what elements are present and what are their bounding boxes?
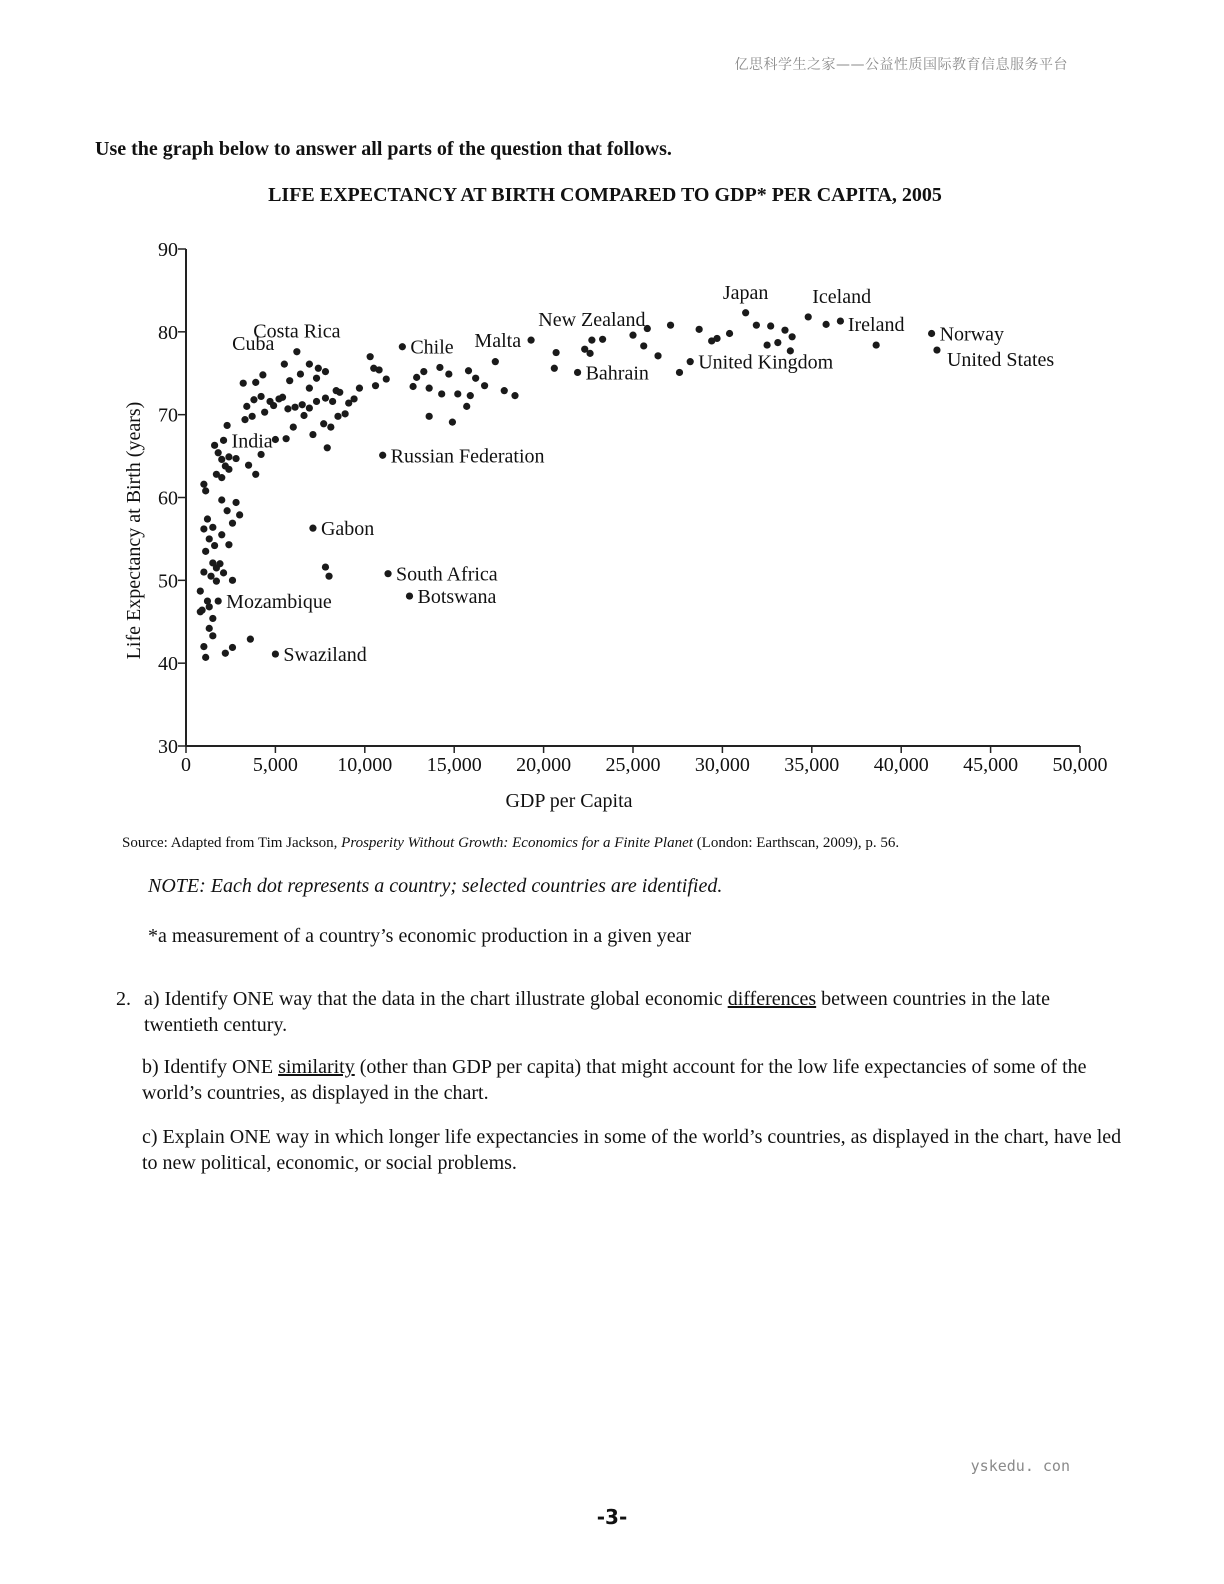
chart-note: NOTE: Each dot represents a country; selected countries are identified.	[148, 875, 723, 897]
data-point	[320, 420, 327, 427]
data-point-labeled	[272, 650, 279, 657]
data-point	[211, 542, 218, 549]
data-point	[313, 398, 320, 405]
data-point	[322, 368, 329, 375]
data-point-labeled	[281, 361, 288, 368]
country-label: India	[231, 430, 273, 453]
data-point	[501, 387, 508, 394]
data-point	[232, 455, 239, 462]
y-tick-label: 30	[158, 736, 178, 758]
data-point	[220, 569, 227, 576]
data-point	[202, 487, 209, 494]
x-tick-label: 5,000	[252, 754, 298, 776]
y-tick-label: 50	[158, 570, 178, 593]
data-point	[438, 390, 445, 397]
data-point	[243, 403, 250, 410]
question-2a	[116, 986, 1106, 1038]
data-point	[774, 339, 781, 346]
x-tick-label: 25,000	[605, 754, 661, 776]
data-point-labeled	[928, 330, 935, 337]
x-tick-label: 40,000	[873, 754, 929, 776]
source-suffix: (London: Earthscan, 2009), p. 56.	[692, 835, 900, 851]
data-point	[449, 419, 456, 426]
data-point	[553, 349, 560, 356]
data-point	[213, 578, 220, 585]
data-point	[342, 410, 349, 417]
data-point	[202, 654, 209, 661]
data-point	[224, 507, 231, 514]
data-point	[261, 409, 268, 416]
question-b-underlined: similarity	[278, 1056, 355, 1078]
data-point	[279, 394, 286, 401]
data-point	[413, 374, 420, 381]
data-point	[270, 402, 277, 409]
bottom-watermark: yskedu. con	[970, 1457, 1070, 1475]
intro-instruction: Use the graph below to answer all parts of the question that follows.	[95, 138, 672, 160]
y-tick-label: 70	[158, 404, 178, 427]
data-point	[420, 368, 427, 375]
data-point-labeled	[309, 525, 316, 532]
country-label: Bahrain	[585, 362, 649, 385]
x-tick-label: 45,000	[963, 754, 1019, 776]
data-point	[218, 531, 225, 538]
data-point	[654, 352, 661, 359]
country-label: Iceland	[812, 285, 872, 308]
data-point	[215, 449, 222, 456]
data-point	[229, 520, 236, 527]
data-point-labeled	[384, 570, 391, 577]
data-point	[492, 358, 499, 365]
country-label: Botswana	[417, 586, 497, 609]
x-tick-label: 50,000	[1052, 754, 1108, 776]
country-label: New Zealand	[538, 309, 646, 332]
data-point	[200, 643, 207, 650]
data-point	[209, 632, 216, 639]
data-point	[324, 444, 331, 451]
data-point	[284, 405, 291, 412]
data-point	[225, 453, 232, 460]
data-point	[640, 342, 647, 349]
data-point-labeled	[933, 346, 940, 353]
data-point	[472, 375, 479, 382]
data-point-labeled	[588, 337, 595, 344]
data-point	[329, 398, 336, 405]
data-point	[252, 379, 259, 386]
data-point-labeled	[406, 592, 413, 599]
country-label: United States	[946, 349, 1055, 372]
data-point	[753, 322, 760, 329]
data-point	[713, 335, 720, 342]
data-point	[232, 499, 239, 506]
data-point-labeled	[873, 341, 880, 348]
data-point	[225, 466, 232, 473]
data-point	[322, 395, 329, 402]
data-point	[286, 377, 293, 384]
data-point	[376, 366, 383, 373]
data-point	[629, 332, 636, 339]
data-point	[764, 341, 771, 348]
data-point	[306, 404, 313, 411]
y-tick-label: 60	[158, 487, 178, 510]
data-point	[197, 588, 204, 595]
country-label: Chile	[410, 336, 454, 359]
data-point	[300, 412, 307, 419]
x-axis-label: GDP per Capita	[505, 790, 633, 812]
data-point	[383, 375, 390, 382]
data-point	[200, 568, 207, 575]
country-label: Cuba	[232, 333, 275, 356]
data-point	[426, 385, 433, 392]
data-point	[333, 387, 340, 394]
data-point	[197, 608, 204, 615]
data-point	[224, 422, 231, 429]
x-tick-label: 0	[181, 754, 191, 776]
data-point	[297, 370, 304, 377]
data-point	[372, 382, 379, 389]
y-axis-label: Life Expectancy at Birth (years)	[123, 401, 145, 660]
data-point	[551, 365, 558, 372]
data-point	[218, 496, 225, 503]
data-point-labeled	[805, 313, 812, 320]
data-point-labeled	[379, 452, 386, 459]
page-number: -3-	[596, 1505, 628, 1529]
source-book-title: Prosperity Without Growth: Economics for a Finite Planet	[341, 835, 693, 851]
data-point	[454, 390, 461, 397]
data-point	[481, 382, 488, 389]
data-point	[291, 404, 298, 411]
data-point	[309, 431, 316, 438]
data-point-labeled	[742, 309, 749, 316]
data-point	[204, 515, 211, 522]
data-point	[445, 370, 452, 377]
data-point	[426, 413, 433, 420]
data-point-labeled	[220, 437, 227, 444]
data-point	[200, 481, 207, 488]
x-tick-label: 35,000	[784, 754, 840, 776]
data-point-labeled	[574, 369, 581, 376]
gdp-footnote: *a measurement of a country’s economic production in a given year	[148, 925, 692, 947]
question-a-suffix: between countries in the late twentieth century.	[144, 988, 1050, 1036]
data-point	[283, 435, 290, 442]
data-point-labeled	[215, 597, 222, 604]
data-point	[250, 396, 257, 403]
data-point	[259, 371, 266, 378]
data-point	[726, 330, 733, 337]
data-point	[676, 369, 683, 376]
data-point	[837, 317, 844, 324]
country-label: Japan	[722, 281, 769, 304]
data-point	[240, 380, 247, 387]
data-point	[511, 392, 518, 399]
data-point	[229, 577, 236, 584]
country-label: Swaziland	[283, 644, 367, 667]
x-tick-label: 20,000	[516, 754, 572, 776]
y-tick-label: 90	[158, 239, 178, 261]
data-point	[272, 436, 279, 443]
scatter-chart	[110, 225, 1110, 825]
y-tick-label: 80	[158, 321, 178, 344]
data-point	[200, 525, 207, 532]
data-point	[781, 327, 788, 334]
data-point	[306, 361, 313, 368]
country-label: Russian Federation	[390, 445, 545, 468]
country-label: South Africa	[396, 563, 498, 586]
data-point	[350, 395, 357, 402]
data-point	[206, 625, 213, 632]
data-point	[767, 322, 774, 329]
data-point	[209, 524, 216, 531]
data-point	[367, 353, 374, 360]
data-point-labeled	[527, 337, 534, 344]
data-point	[241, 416, 248, 423]
data-point	[322, 563, 329, 570]
country-label: Mozambique	[226, 591, 332, 614]
data-point	[315, 365, 322, 372]
data-point	[436, 364, 443, 371]
data-point	[823, 321, 830, 328]
data-point	[206, 603, 213, 610]
country-label: Costa Rica	[253, 320, 341, 343]
data-point	[245, 462, 252, 469]
country-label: Ireland	[847, 314, 905, 337]
data-point	[465, 367, 472, 374]
country-label: Gabon	[320, 518, 375, 541]
x-tick-label: 30,000	[694, 754, 750, 776]
data-point	[667, 322, 674, 329]
question-b-suffix: (other than GDP per capita) that might account for the low life expectancies of some of the world’s countries, as displayed in the chart.	[142, 1056, 1087, 1104]
data-point	[789, 333, 796, 340]
data-point	[599, 336, 606, 343]
question-a-underlined: differences	[727, 988, 817, 1010]
source-prefix: Source: Adapted from Tim Jackson,	[122, 835, 342, 851]
data-point	[202, 548, 209, 555]
data-point	[467, 392, 474, 399]
data-point	[290, 423, 297, 430]
question-2b	[142, 1054, 1127, 1106]
data-point-labeled	[399, 343, 406, 350]
question-a-prefix: a) Identify ONE way that the data in the chart illustrate global economic	[144, 988, 728, 1010]
data-point	[356, 385, 363, 392]
x-tick-label: 15,000	[426, 754, 482, 776]
data-point	[334, 413, 341, 420]
data-point	[236, 511, 243, 518]
data-point	[313, 375, 320, 382]
data-point	[249, 413, 256, 420]
data-point	[327, 423, 334, 430]
chart-title: LIFE EXPECTANCY AT BIRTH COMPARED TO GDP* PER CAPITA, 2005	[268, 184, 942, 206]
data-point-labeled	[293, 348, 300, 355]
country-label: United Kingdom	[698, 351, 834, 374]
data-point	[216, 560, 223, 567]
data-point	[299, 401, 306, 408]
data-point	[225, 541, 232, 548]
data-point-labeled	[687, 358, 694, 365]
question-2c: c) Explain ONE way in which longer life expectancies in some of the world’s countries, as displayed in the chart, have led to new political, economic, or social problems.	[142, 1126, 1122, 1174]
data-point	[463, 403, 470, 410]
data-point	[409, 383, 416, 390]
data-point	[218, 474, 225, 481]
data-point	[247, 636, 254, 643]
country-label: Norway	[939, 323, 1005, 346]
data-point	[209, 615, 216, 622]
question-b-prefix: b) Identify ONE	[142, 1056, 279, 1078]
data-point	[252, 471, 259, 478]
data-point	[218, 456, 225, 463]
top-watermark: 亿思科学生之家——公益性质国际教育信息服务平台	[734, 57, 1068, 73]
data-point	[325, 573, 332, 580]
data-point	[206, 535, 213, 542]
data-point	[306, 385, 313, 392]
y-tick-label: 40	[158, 653, 178, 676]
x-tick-label: 10,000	[337, 754, 393, 776]
data-point	[586, 350, 593, 357]
data-point	[222, 650, 229, 657]
data-point	[696, 326, 703, 333]
source-citation	[122, 835, 899, 852]
data-point	[207, 573, 214, 580]
question-number: 2.	[116, 988, 131, 1010]
country-label: Malta	[474, 330, 522, 353]
data-point	[211, 442, 218, 449]
data-point	[229, 644, 236, 651]
data-point	[257, 393, 264, 400]
